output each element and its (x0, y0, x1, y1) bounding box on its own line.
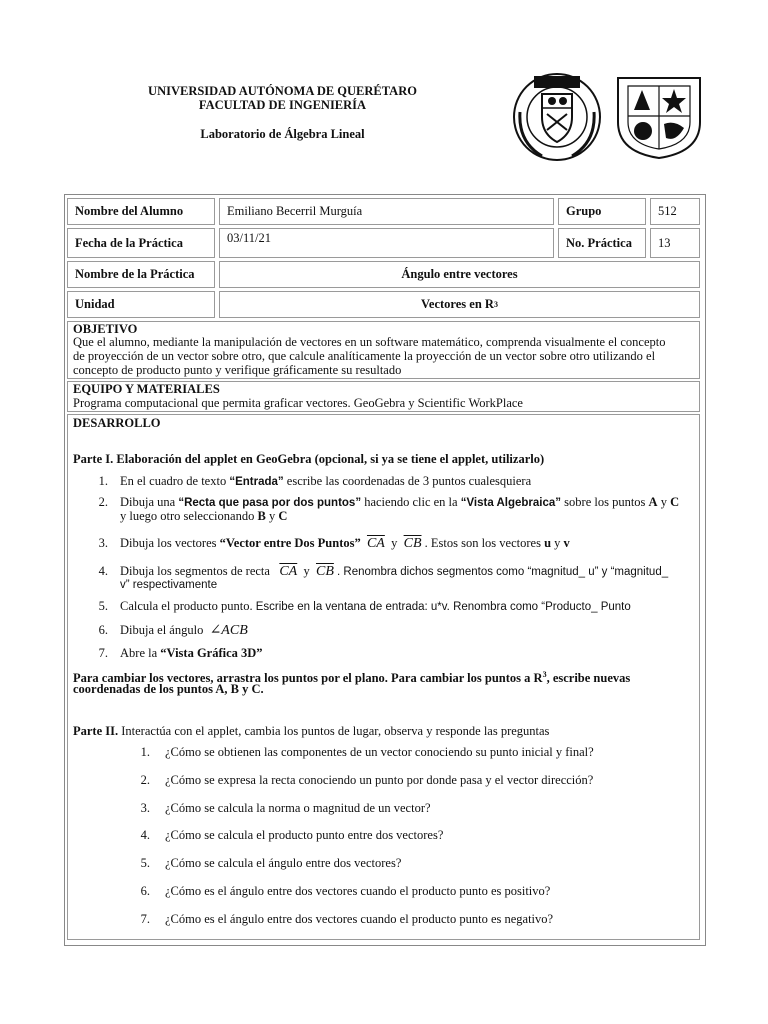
group-label: Grupo (558, 198, 646, 225)
objective-line-1: Que el alumno, mediante la manipulación de vectores en un software matemático, comprenda visualmente el concepto (73, 335, 666, 349)
step-4-segment-ca: $\overline{CA}$ (279, 564, 298, 579)
step-2-line2-c: y (265, 509, 279, 523)
question-5: ¿Cómo se calcula el ángulo entre dos vectores? (165, 856, 402, 870)
uaq-seal (612, 72, 706, 160)
question-2-number: 2. (140, 773, 150, 787)
part2-title (73, 724, 698, 739)
step-6-number: 6. (98, 623, 108, 637)
practice-number-field[interactable]: 13 (650, 228, 700, 258)
step-2-recta: “Recta que pasa por dos puntos” (178, 497, 362, 509)
step-7-vista-3d: “Vista Gráfica 3D” (160, 646, 263, 660)
question-6-number: 6. (140, 884, 150, 898)
practice-number-label: No. Práctica (558, 228, 646, 258)
question-1: ¿Cómo se obtienen las componentes de un vector conociendo su punto inicial y final? (165, 745, 594, 759)
practice-name-field[interactable]: Ángulo entre vectores (219, 261, 700, 288)
step-6 (120, 623, 248, 638)
step-2-point-c: C (670, 495, 680, 509)
step-3-u: u (544, 536, 552, 550)
step-2-text-c: haciendo clic en la (361, 495, 461, 509)
development-title: DESARROLLO (73, 416, 161, 430)
step-2-line-2 (120, 509, 287, 524)
step-3-vector-ca: $\overline{CA}$ (366, 536, 385, 551)
step-2-line2-b: B (257, 509, 266, 523)
step-7 (120, 646, 263, 661)
step-2-line2-a: y luego otro seleccionando (120, 509, 258, 523)
step-3-y2: y (551, 536, 564, 550)
unit-label: Unidad (67, 291, 215, 318)
step-1 (120, 474, 531, 490)
step-2-point-a: A (648, 495, 658, 509)
step-2-vista-algebraica: “Vista Algebraica” (460, 497, 562, 509)
unit-value: Vectores en R (421, 297, 494, 311)
faculty-title: FACULTAD DE INGENIERÍA (198, 98, 367, 112)
university-title: UNIVERSIDAD AUTÓNOMA DE QUERÉTARO (148, 84, 417, 98)
objective-line-2: de proyección de un vector sobre otro, que calcule analíticamente la proyección de un vector sobre otro utilizando el (73, 349, 656, 363)
step-7-number: 7. (98, 646, 108, 660)
step-2-line2-d: C (278, 509, 288, 523)
step-1-text-a: En el cuadro de texto (120, 474, 230, 488)
note-line-1-b: , escribe nuevas (546, 671, 631, 686)
step-3-text-a: Dibuja los vectores (120, 536, 220, 550)
note-line-1-a: Para cambiar los vectores, arrastra los puntos por el plano. Para cambiar los puntos a R (73, 671, 543, 686)
step-5-text-b: Escribe en la ventana de entrada: u*v. Renombra como “Producto_ Punto (255, 601, 631, 613)
step-3-y: y (391, 536, 398, 550)
question-6: ¿Cómo es el ángulo entre dos vectores cuando el producto punto es positivo? (165, 884, 551, 898)
question-7: ¿Cómo es el ángulo entre dos vectores cuando el producto punto es negativo? (165, 912, 554, 926)
question-1-number: 1. (140, 745, 150, 759)
student-name-field[interactable]: Emiliano Becerril Murguía (219, 198, 554, 225)
step-3-text-c: . Estos son los vectores (424, 536, 545, 550)
date-field[interactable]: 03/11/21 (219, 228, 554, 258)
question-4: ¿Cómo se calcula el producto punto entre dos vectores? (165, 828, 444, 842)
step-6-text-a: Dibuja el ángulo (120, 623, 204, 637)
note-superscript: 3 (542, 670, 547, 679)
date-label: Fecha de la Práctica (67, 228, 215, 258)
step-3-v: v (563, 536, 570, 550)
student-label: Nombre del Alumno (67, 198, 215, 225)
step-1-number: 1. (98, 474, 108, 488)
objective-title: OBJETIVO (73, 322, 138, 336)
step-4-y: y (303, 564, 310, 578)
equipment-text: Programa computacional que permita graficar vectores. GeoGebra y Scientific WorkPlace (73, 396, 523, 410)
step-5-number: 5. (98, 599, 108, 613)
step-2-text-g: y (657, 495, 671, 509)
question-3: ¿Cómo se calcula la norma o magnitud de un vector? (165, 801, 431, 815)
lab-title: Laboratorio de Álgebra Lineal (200, 127, 365, 141)
step-4-text-b: . Renombra dichos segmentos como “magnitud_ u” y “magnitud_ (337, 566, 669, 578)
step-7-text-a: Abre la (120, 646, 161, 660)
step-3-vector-cb: $\overline{CB}$ (403, 536, 422, 551)
step-4-text-a: Dibuja los segmentos de recta (120, 564, 270, 578)
step-6-angle: ∠ACB (209, 623, 248, 638)
step-2-text-e: sobre los puntos (561, 495, 649, 509)
step-3 (120, 536, 570, 551)
objective-line-3: concepto de producto punto y verifique gráficamente su resultado (73, 363, 402, 377)
step-3-number: 3. (98, 536, 108, 550)
question-4-number: 4. (140, 828, 150, 842)
unit-field[interactable] (219, 291, 700, 318)
part2-label: Parte II. (73, 724, 119, 738)
question-7-number: 7. (140, 912, 150, 926)
step-2-number: 2. (98, 495, 108, 509)
step-4-line-2: v” respectivamente (120, 579, 218, 591)
part2-text: Interactúa con el applet, cambia los puntos de lugar, observa y responde las preguntas (118, 724, 550, 738)
equipment-title: EQUIPO Y MATERIALES (73, 382, 220, 396)
step-2-text-a: Dibuja una (120, 495, 179, 509)
facultad-ingenieria-seal (512, 72, 602, 162)
step-5 (120, 599, 631, 615)
question-5-number: 5. (140, 856, 150, 870)
step-1-text-c: escribe las coordenadas de 3 puntos cualesquiera (283, 474, 532, 488)
unit-superscript: 3 (493, 300, 498, 309)
step-1-entrada: “Entrada” (229, 476, 284, 488)
step-4-number: 4. (98, 564, 108, 578)
step-3-vector-tool: “Vector entre Dos Puntos” (219, 536, 361, 550)
question-2: ¿Cómo se expresa la recta conociendo un punto por donde pasa y el vector dirección? (165, 773, 594, 787)
part1-title: Parte I. Elaboración del applet en GeoGebra (opcional, si ya se tiene el applet, utilizarlo) (73, 452, 545, 466)
practice-name-label: Nombre de la Práctica (67, 261, 215, 288)
question-3-number: 3. (140, 801, 150, 815)
step-4-segment-cb: $\overline{CB}$ (315, 564, 334, 579)
group-field[interactable]: 512 (650, 198, 700, 225)
note-line-2: coordenadas de los puntos A, B y C. (73, 682, 264, 696)
step-5-text-a: Calcula el producto punto. (120, 599, 256, 613)
